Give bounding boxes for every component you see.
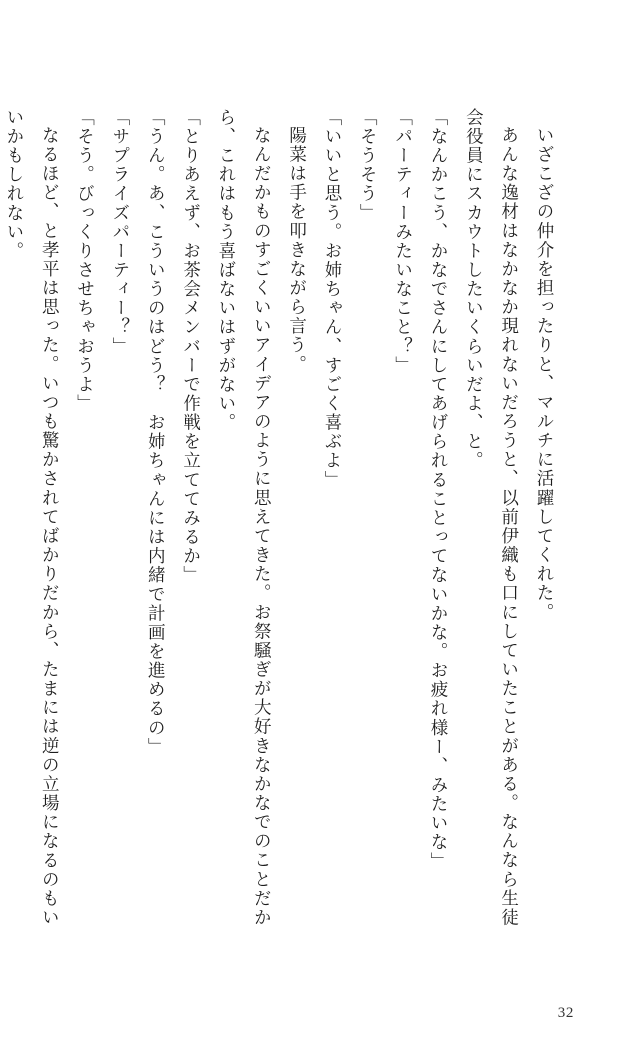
paragraph: 「とりあえず、お茶会メンバーで作戦を立ててみるか」 [181,108,202,585]
paragraph: 「なんかこう、かなでさんにしてあげられることってないかな。お疲れ様ー、みたいな」 [428,108,449,871]
paragraph: 陽菜は手を叩きながら言う。 [287,125,308,374]
paragraph: 「パーティーみたいなこと？」 [393,108,414,376]
paragraph: 「サプライズパーティー？」 [110,108,131,356]
page-number: 32 [557,1005,574,1021]
paragraph: なんだかものすごくいいアイデアのように思えてきた。お祭騒ぎが大好きなかなでのことだから、これはもう喜ばないはずがない。 [216,108,273,927]
paragraph: 「そうそう」 [358,108,379,223]
vertical-text-body [4,108,562,938]
paragraph: 「いいと思う。お姉ちゃん、すごく喜ぶよ」 [322,108,343,490]
paragraph: 「うん。あ、こういうのはどう？ お姉ちゃんには内緒で計画を進めるの」 [146,108,167,757]
paragraph: 「そう。びっくりさせちゃおうよ」 [75,108,96,414]
paragraph: いざこざの仲介を担ったりと、マルチに活躍してくれた。 [535,125,555,622]
paragraph: なるほど、と孝平は思った。いつも驚かされてばかりだから、たまには逆の立場になるのもいいかもしれない。 [4,108,61,927]
paragraph: あんな逸材はなかなか現れないだろうと、以前伊織も口にしていたことがある。なんなら生徒会役員にスカウトしたいくらいだよ、と。 [464,108,520,927]
